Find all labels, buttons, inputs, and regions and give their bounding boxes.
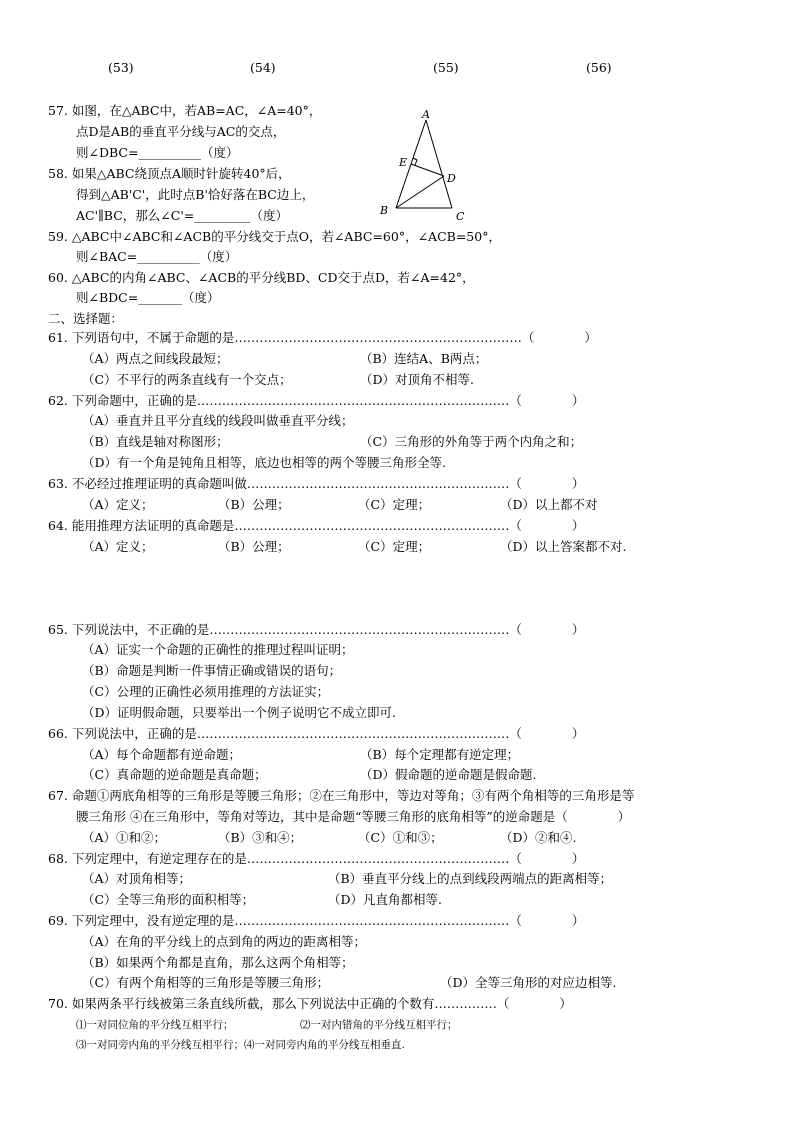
q58-line-1: 58. 如果△ABC绕顶点A顺时针旋转40°后， (48, 166, 291, 181)
figure-label-56: (56) (586, 60, 612, 75)
q62-option-a: （A）垂直并且平分直线的线段叫做垂直平分线； (82, 413, 354, 428)
q68-option-b: （B）垂直平分线上的点到线段两端点的距离相等； (328, 871, 613, 886)
q70-stem: 70. 如果两条平行线被第三条直线所截，那么下列说法中正确的个数有……………（ ） (48, 996, 572, 1011)
q68-option-a: （A）对顶角相等； (82, 871, 192, 886)
vertex-label-c: C (456, 210, 465, 223)
q67-option-d: （D）②和④. (500, 830, 577, 845)
q66-stem: 66. 下列说法中，正确的是…………………………………………………………………（ ） (48, 726, 585, 741)
q62-option-b: （B）直线是轴对称图形； (82, 434, 229, 449)
q61-stem: 61. 下列语句中，不属于命题的是……………………………………………………………（ ） (48, 330, 597, 345)
q69-option-b: （B）如果两个角都是直角，那么这两个角相等； (82, 955, 354, 970)
segment-bd (396, 176, 444, 208)
q62-option-c: （C）三角形的外角等于两个内角之和； (360, 434, 583, 449)
q58-line-3: AC'∥BC，那么∠C'=_________（度） (76, 208, 288, 223)
q63-option-b: （B）公理； (218, 497, 290, 512)
q67-option-a: （A）①和②； (82, 830, 167, 845)
q57-line-1: 57. 如图，在△ABC中，若AB=AC，∠A=40°， (48, 103, 322, 118)
q68-stem: 68. 下列定理中，有逆定理存在的是………………………………………………………（ ） (48, 851, 585, 866)
q57-line-3: 则∠DBC=__________（度） (76, 145, 239, 160)
q61-option-b: （B）连结A、B两点； (360, 351, 488, 366)
vertex-label-a: A (422, 108, 430, 121)
q57-line-2: 点D是AB的垂直平分线与AC的交点， (76, 124, 286, 139)
q61-option-d: （D）对顶角不相等. (360, 372, 474, 387)
q69-option-a: （A）在角的平分线上的点到角的两边的距离相等； (82, 934, 367, 949)
q60-line-1: 60. △ABC的内角∠ABC、∠ACB的平分线BD、CD交于点D，若∠A=42°， (48, 270, 475, 285)
vertex-label-b: B (380, 204, 389, 217)
q68-option-d: （D）凡直角都相等. (328, 892, 442, 907)
q62-option-d: （D）有一个角是钝角且相等，底边也相等的两个等腰三角形全等. (82, 455, 446, 470)
q63-option-a: （A）定义； (82, 497, 154, 512)
q63-option-c: （C）定理； (358, 497, 431, 512)
q59-line-2: 则∠BAC=__________（度） (76, 249, 238, 264)
q67-line-1: 67. 命题①两底角相等的三角形是等腰三角形；②在三角形中，等边对等角；③有两个角相等的三角形是等 (48, 788, 635, 803)
q64-option-b: （B）公理； (218, 539, 290, 554)
q61-option-c: （C）不平行的两条直线有一个交点； (82, 372, 292, 387)
q65-option-a: （A）证实一个命题的正确性的推理过程叫证明； (82, 642, 354, 657)
q64-option-a: （A）定义； (82, 539, 154, 554)
q65-option-d: （D）证明假命题，只要举出一个例子说明它不成立即可. (82, 705, 396, 720)
q70-statement-3-4: ⑶一对同旁内角的平分线互相平行；⑷一对同旁内角的平分线互相垂直. (76, 1039, 405, 1051)
q66-option-a: （A）每个命题都有逆命题； (82, 747, 242, 762)
q68-option-c: （C）全等三角形的面积相等； (82, 892, 255, 907)
q66-option-c: （C）真命题的逆命题是真命题； (82, 767, 267, 782)
q64-option-c: （C）定理； (358, 539, 431, 554)
q60-line-2: 则∠BDC=_______（度） (76, 290, 220, 305)
figure-label-54: (54) (250, 60, 276, 75)
q64-option-d: （D）以上答案都不对. (500, 539, 627, 554)
q65-stem: 65. 下列说法中，不正确的是………………………………………………………………（ ） (48, 622, 585, 637)
q65-option-c: （C）公理的正确性必须用推理的方法证实； (82, 684, 330, 699)
q67-line-2: 腰三角形 ④在三角形中，等角对等边，其中是命题“等腰三角形的底角相等”的逆命题是（ ） (76, 809, 631, 824)
q61-option-a: （A）两点之间线段最短； (82, 351, 229, 366)
q66-option-b: （B）每个定理都有逆定理； (360, 747, 520, 762)
q63-option-d: （D）以上都不对 (500, 497, 598, 512)
q58-line-2: 得到△AB'C'，此时点B'恰好落在BC边上， (76, 187, 315, 202)
right-angle-mark (413, 158, 417, 165)
q59-line-1: 59. △ABC中∠ABC和∠ACB的平分线交于点O，若∠ABC=60°，∠ACB=50°， (48, 229, 501, 244)
q66-option-d: （D）假命题的逆命题是假命题. (360, 767, 537, 782)
q67-option-b: （B）③和④； (218, 830, 303, 845)
q62-stem: 62. 下列命题中，正确的是…………………………………………………………………（ ） (48, 393, 585, 408)
q65-option-b: （B）命题是判断一件事情正确或错误的语句； (82, 663, 342, 678)
figure-label-53: (53) (108, 60, 134, 75)
q69-option-d: （D）全等三角形的对应边相等. (440, 975, 617, 990)
triangle-figure (374, 104, 480, 228)
point-label-e: E (399, 156, 408, 169)
q69-stem: 69. 下列定理中，没有逆定理的是…………………………………………………………（ ） (48, 913, 585, 928)
side-ac (426, 120, 452, 208)
q69-option-c: （C）有两个角相等的三角形是等腰三角形； (82, 975, 330, 990)
point-label-d: D (447, 172, 456, 185)
q63-stem: 63. 不必经过推理证明的真命题叫做………………………………………………………（ ） (48, 476, 585, 491)
q64-stem: 64. 能用推理方法证明的真命题是…………………………………………………………（ ） (48, 518, 585, 533)
q67-option-c: （C）①和③； (358, 830, 443, 845)
q70-statement-1: ⑴一对同位角的平分线互相平行； (76, 1019, 234, 1031)
figure-label-55: (55) (433, 60, 459, 75)
q70-statement-2: ⑵一对内错角的平分线互相平行； (300, 1019, 458, 1031)
section-title: 二、选择题： (48, 311, 124, 326)
